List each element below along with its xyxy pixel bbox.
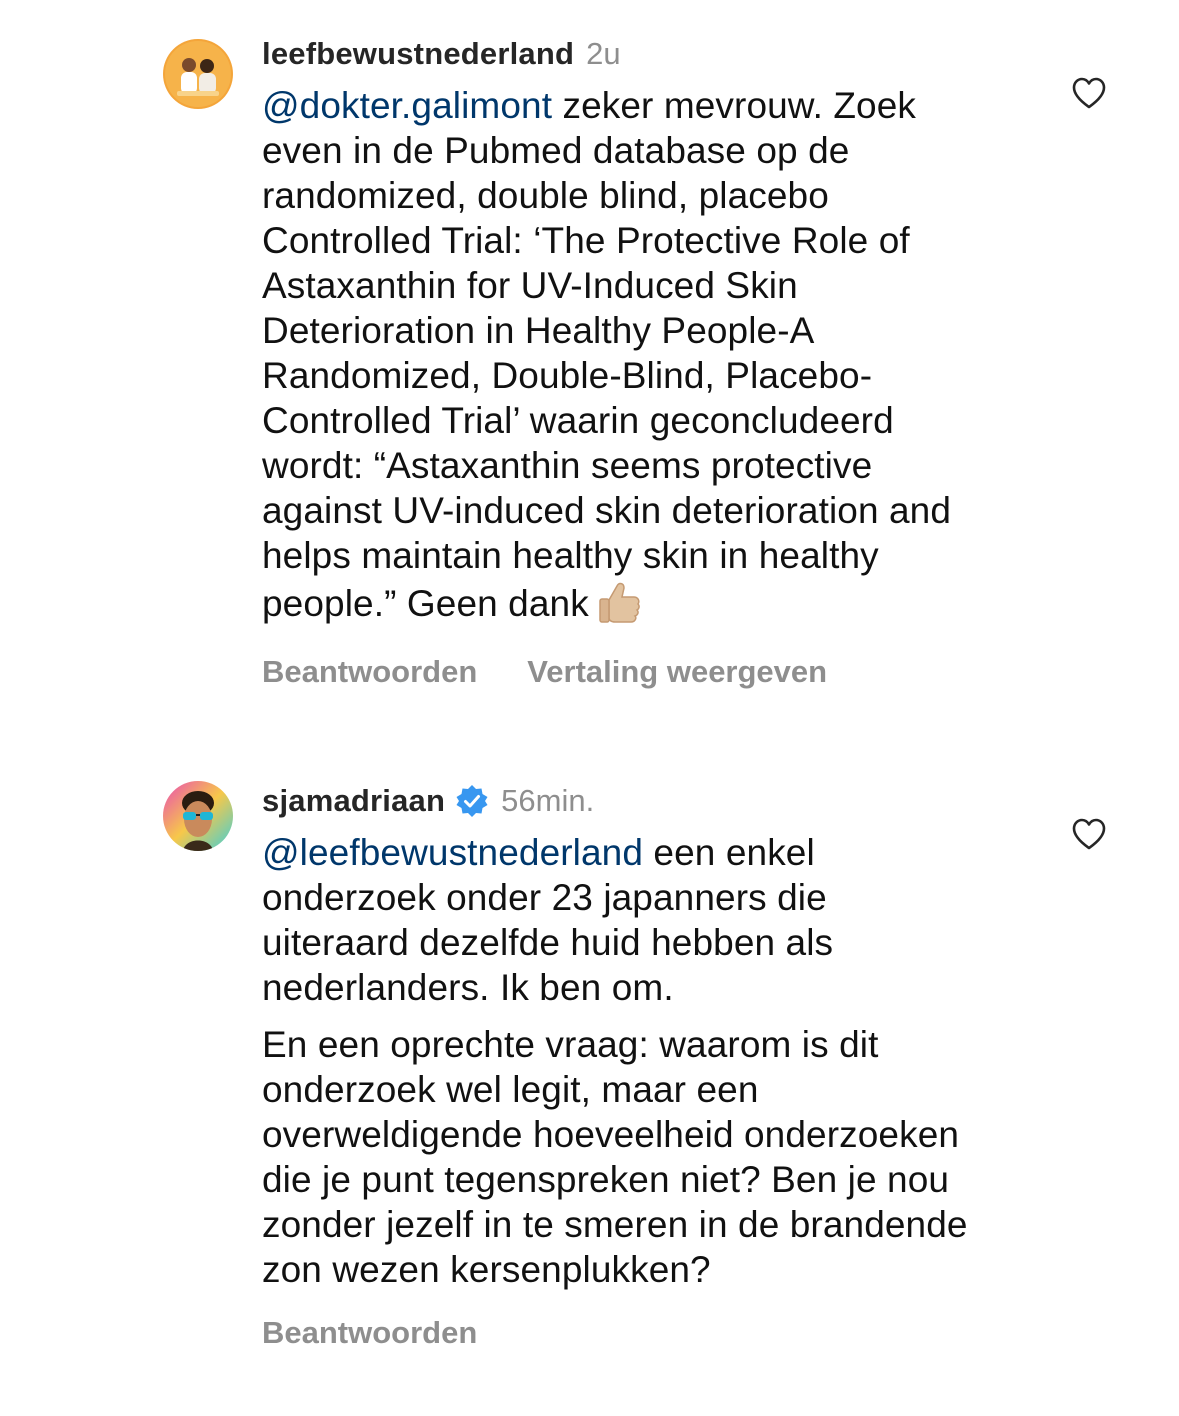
avatar-image	[163, 781, 233, 851]
avatar[interactable]	[163, 781, 233, 851]
mention-link[interactable]: @leefbewustnederland	[262, 832, 644, 873]
like-heart-icon[interactable]	[1071, 817, 1107, 851]
comment-text-paragraph-2: En een oprechte vraag: waarom is dit onderzoek wel legit, maar een overweldigende hoeveelheid onderzoeken die je punt tegenspreken niet? Ben je nou zonder jezelf in te smeren in de brandende zon wezen kersenplukken?	[262, 1024, 968, 1290]
thumbs-up-icon	[595, 578, 643, 626]
translate-button[interactable]: Vertaling weergeven	[527, 654, 828, 689]
comment-actions	[262, 1313, 1042, 1353]
like-heart-icon[interactable]	[1071, 76, 1107, 110]
timestamp: 2u	[586, 36, 621, 71]
comment-body: een enkel onderzoek onder 23 japanners die uiteraard dezelfde huid hebben als nederlanders. Ik ben om.	[262, 832, 834, 1008]
mention-link[interactable]: @dokter.galimont	[262, 85, 553, 126]
comment-text	[262, 83, 982, 626]
reply-button[interactable]: Beantwoorden	[262, 1315, 478, 1350]
comment-text	[262, 830, 942, 1010]
username[interactable]: leefbewustnederland	[262, 36, 575, 71]
timestamp: 56min.	[501, 783, 595, 818]
avatar-image	[163, 39, 233, 109]
comment-header	[262, 34, 1042, 74]
verified-badge-icon	[455, 784, 489, 818]
comment-body: zeker mevrouw. Zoek even in de Pubmed database op de randomized, double blind, placebo Controlled Trial: ‘The Protective Role of Astaxanthin for UV-Induced Skin Deterioration in Healthy People-A Randomized, Double-Blind, Placebo-Controlled Trial’ waarin geconcludeerd wordt: “Astaxanthin seems protective against UV-induced skin deterioration and helps maintain healthy skin in healthy people.” Geen dank	[262, 85, 952, 624]
reply-button[interactable]: Beantwoorden	[262, 654, 478, 689]
comment-header	[262, 781, 1042, 821]
comment-actions	[262, 652, 1042, 692]
avatar[interactable]	[163, 39, 233, 109]
username[interactable]: sjamadriaan	[262, 783, 446, 818]
